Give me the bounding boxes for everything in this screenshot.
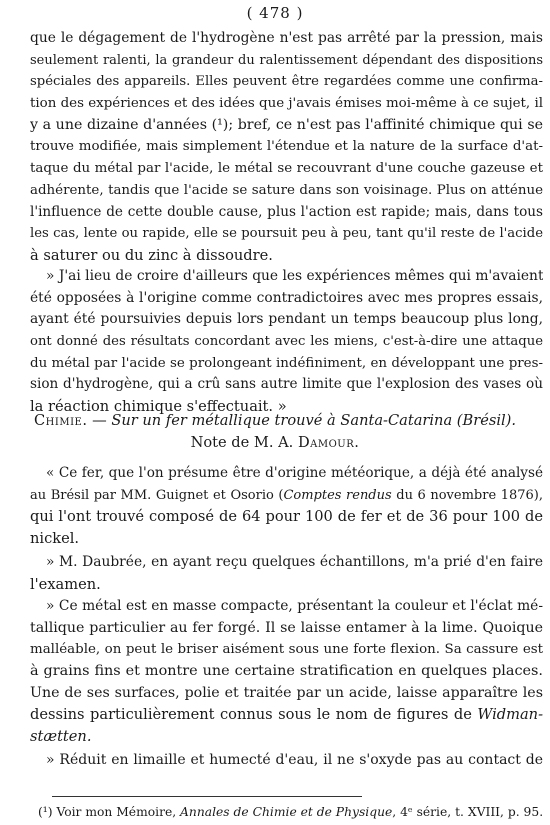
article-title: Sur un fer métallique trouvé à Santa-Catarina (Brésil). <box>111 412 516 429</box>
text-line: » Réduit en limaille et humecté d'eau, il ne s'oxyde pas au contact de <box>46 752 543 768</box>
note-prefix: Note de M. A. <box>190 434 294 451</box>
text-line: sion d'hydrogène, qui a crû sans autre limite que l'explosion des vases où <box>30 376 543 393</box>
section-heading <box>0 410 550 454</box>
text-line: à saturer ou du zinc à dissoudre. <box>30 246 273 264</box>
italic-term: Widman- <box>477 706 543 724</box>
footnote <box>38 804 543 820</box>
journal-citation: Comptes rendus <box>283 487 392 503</box>
text-line: y a une dizaine d'années (¹); bref, ce n'est pas l'affinité chimique qui se <box>30 116 543 133</box>
text-run: au Brésil par MM. Guignet et Osorio ( <box>30 487 284 503</box>
text-run: dessins particulièrement connus sous le nom de figures de <box>30 706 478 724</box>
text-line: les cas, lente ou rapide, elle se poursuit peu à peu, tant qu'il reste de l'acide <box>30 226 543 242</box>
footnote-marker: (¹) <box>38 805 53 819</box>
text-line: » M. Daubrée, en ayant reçu quelques échantillons, m'a prié d'en faire <box>46 554 543 570</box>
text-line: » Ce métal est en masse compacte, présentant la couleur et l'éclat mé- <box>46 598 543 614</box>
text-line: « Ce fer, que l'on présume être d'origine météorique, a déjà été analysé <box>46 465 543 481</box>
paragraph-hydrogen-continuation <box>30 28 543 267</box>
text-line <box>30 485 543 507</box>
footnote-rule <box>52 796 362 797</box>
paragraph-experiments <box>30 266 543 418</box>
text-line <box>30 704 543 726</box>
text-line: que le dégagement de l'hydrogène n'est pas arrêté par la pression, mais <box>30 30 543 46</box>
text-line: stætten. <box>30 728 92 746</box>
paragraph-oxidation <box>30 750 543 772</box>
heading-title-line <box>0 410 550 432</box>
text-line: qui l'ont trouvé composé de 64 pour 100 de fer et de 36 pour 100 de <box>30 508 543 526</box>
paragraph-metal-description <box>30 596 543 748</box>
footnote-text: Voir mon Mémoire, <box>52 805 181 819</box>
text-line: seulement ralenti, la grandeur du ralentissement dépendant des dispositions <box>30 52 543 68</box>
text-line: taque du métal par l'acide, le métal se recouvrant d'une couche gazeuse et <box>30 161 543 177</box>
heading-author-line <box>0 432 550 454</box>
text-line: nickel. <box>30 530 80 548</box>
section-label: Chimie. <box>34 412 88 429</box>
text-line: » J'ai lieu de croire d'ailleurs que les expériences mêmes qui m'avaient <box>46 268 543 284</box>
text-line: été opposées à l'origine comme contradictoires avec mes propres essais, <box>30 289 543 306</box>
text-line: malléable, on peut le briser aisément sous une forte flexion. Sa cassure est <box>30 642 543 658</box>
text-run: du 6 novembre 1876), <box>391 487 543 503</box>
page-number: ( 478 ) <box>246 4 304 22</box>
paragraph-iron-origin <box>30 463 543 550</box>
text-line: l'examen. <box>30 575 101 593</box>
text-line: tion des expériences et des idées que j'avais émises moi-même à ce sujet, il <box>30 96 543 112</box>
text-line: l'influence de cette double cause, plus l'action est rapide; mais, dans tous <box>30 203 543 220</box>
text-line: spéciales des appareils. Elles peuvent être regardées comme une confirma- <box>30 74 543 90</box>
text-line: trouve modifiée, mais simplement l'étendue et la nature de la surface d'at- <box>30 139 543 155</box>
text-line: ayant été poursuivies depuis lors pendant un temps beaucoup plus long, <box>30 311 543 328</box>
text-line: ont donné des résultats concordant avec les miens, c'est-à-dire une attaque <box>30 334 543 350</box>
footnote-text: , 4ᵉ série, t. XVIII, p. 95. <box>392 805 544 819</box>
author-name: Damour. <box>297 434 360 451</box>
heading-dash: — <box>92 412 107 429</box>
footnote-journal: Annales de Chimie et de Physique <box>180 805 393 819</box>
text-line: la réaction chimique s'effectuait. » <box>30 398 287 416</box>
paragraph-daubree <box>30 552 543 595</box>
text-line: Une de ses surfaces, polie et traitée par un acide, laisse apparaître les <box>30 684 543 701</box>
text-line: du métal par l'acide se prolongeant indéfiniment, en développant une pres- <box>30 355 543 371</box>
text-line: adhérente, tandis que l'acide se sature dans son voisinage. Plus on atténue <box>30 182 543 198</box>
text-line: tallique particulier au fer forgé. Il se laisse entamer à la lime. Quoique <box>30 619 543 636</box>
text-line: à grains fins et montre une certaine stratification en quelques places. <box>30 663 543 680</box>
